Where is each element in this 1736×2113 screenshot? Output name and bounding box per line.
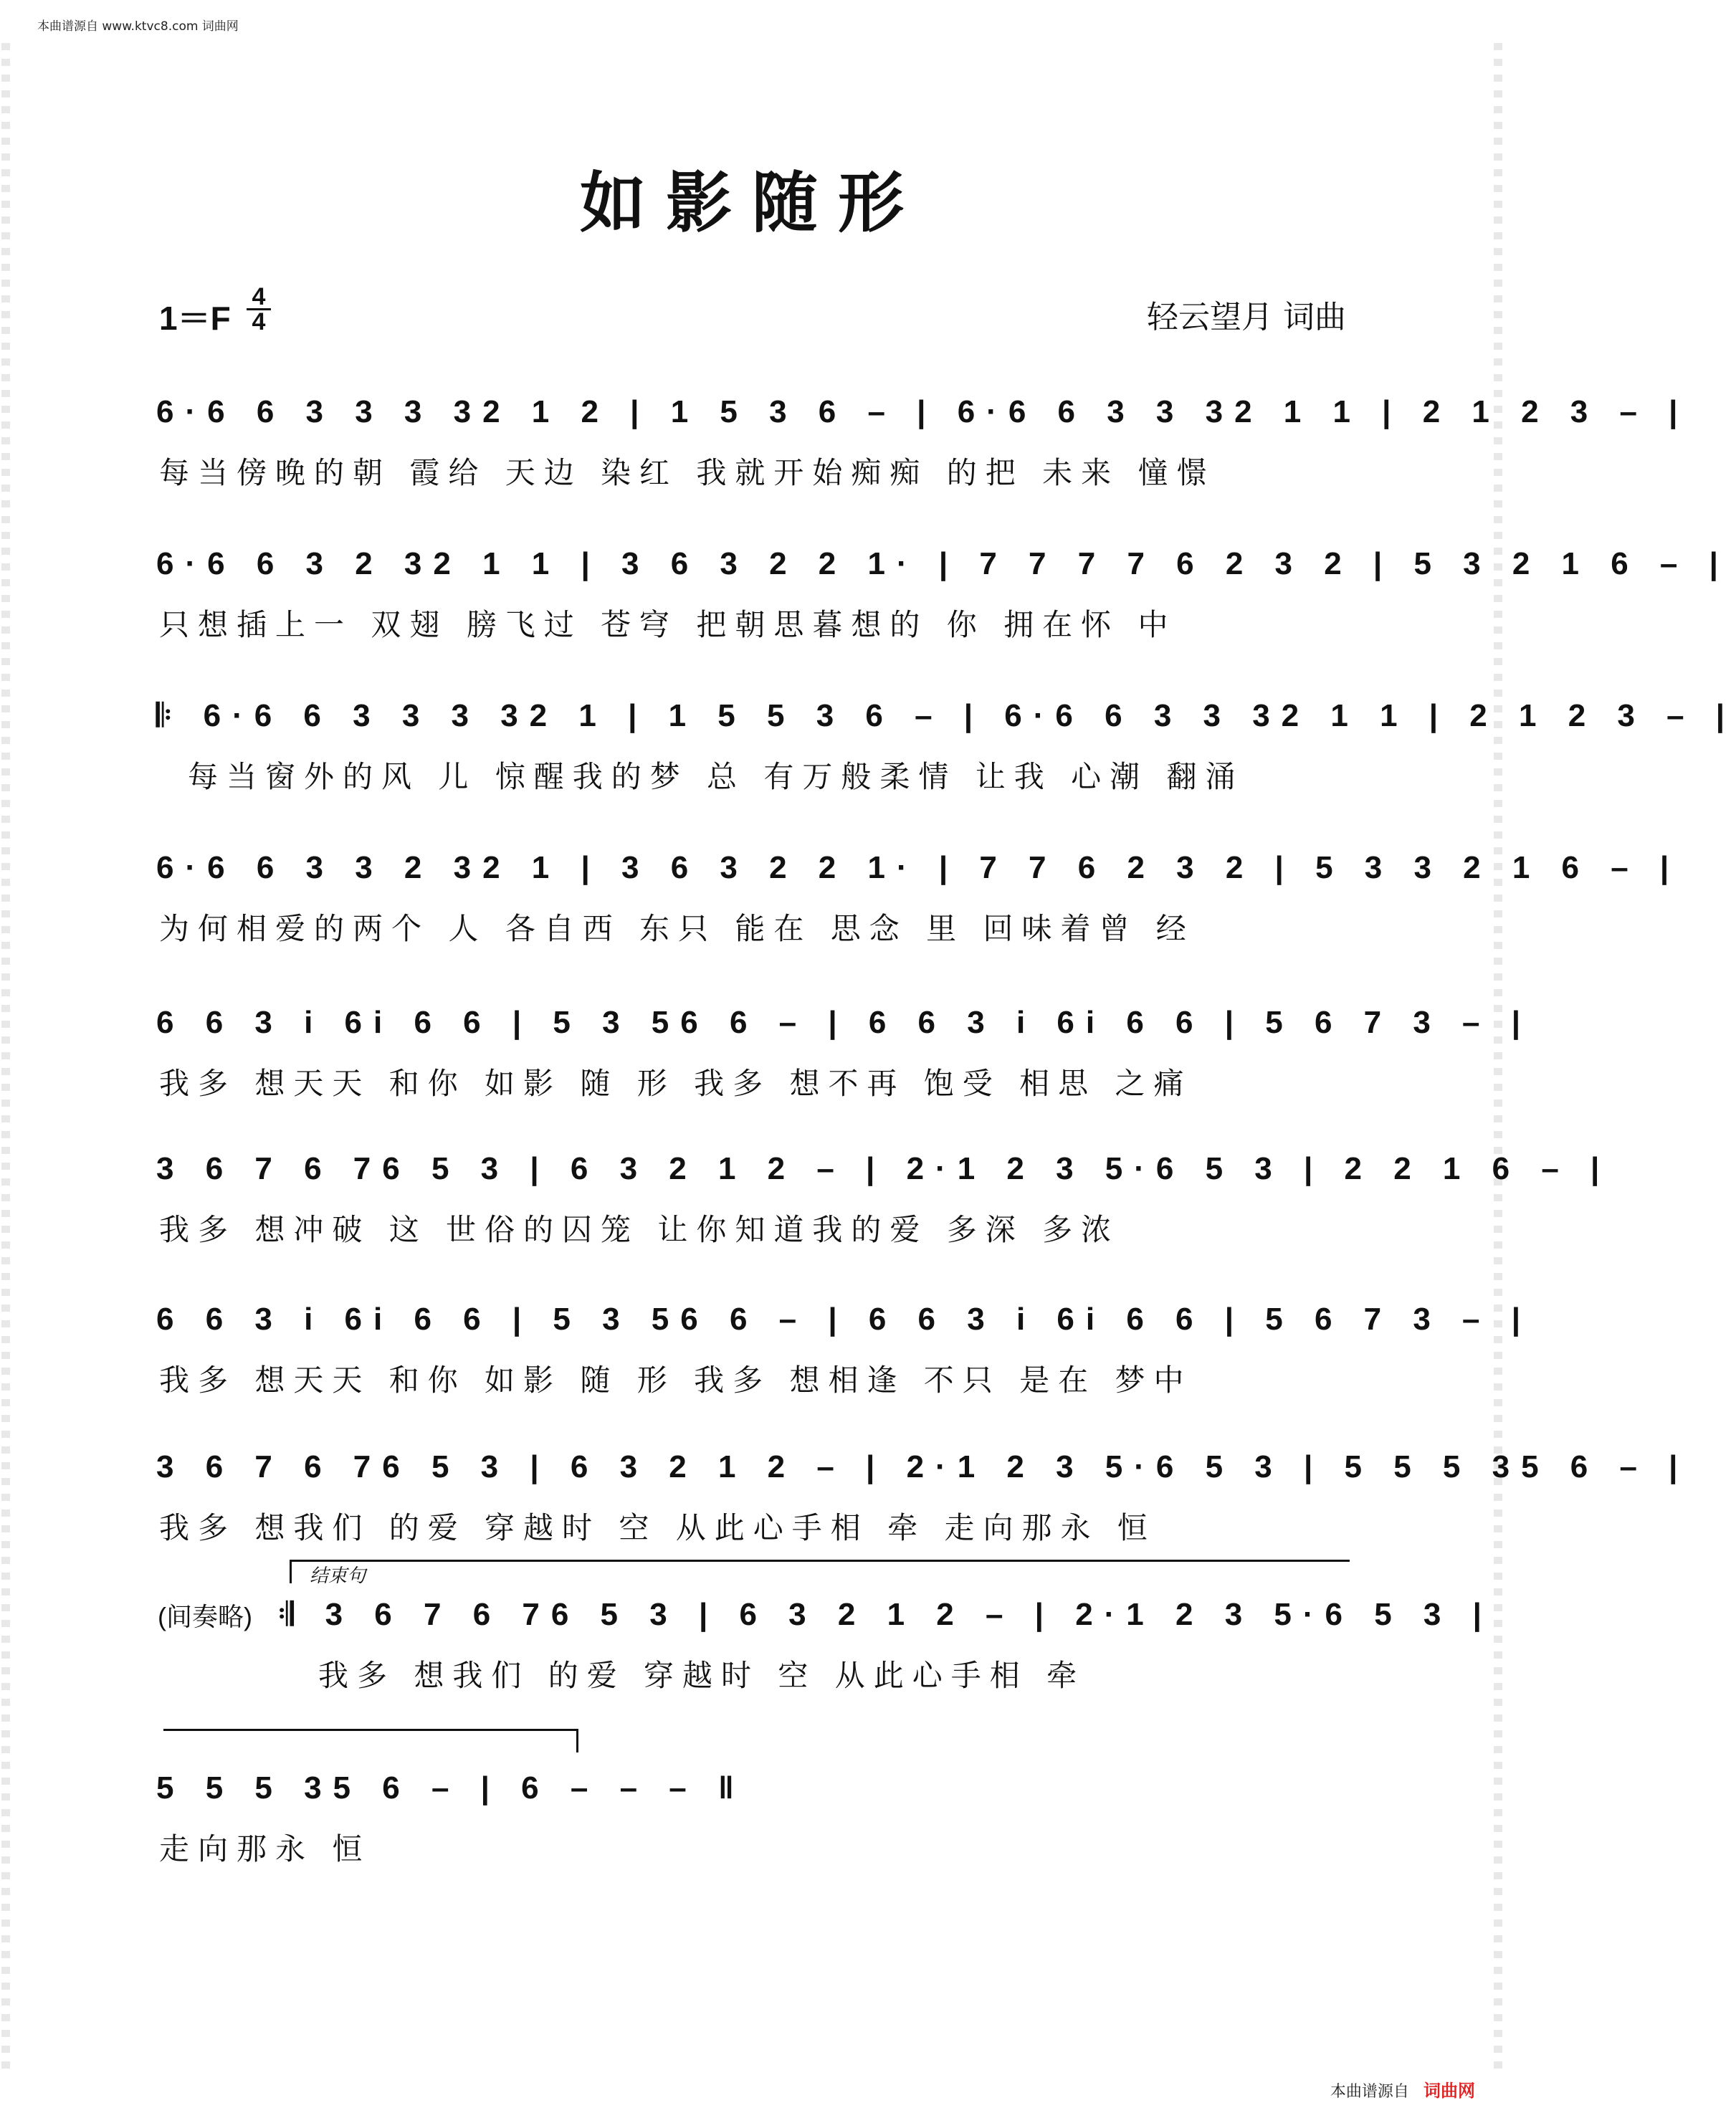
notation-line: 3 6 7 6 76 5 3 | 6 3 2 1 2 – | 2·1 2 3 5·6 5 3 | 2 2 1 6 – |	[156, 1151, 1611, 1186]
score-row-3	[0, 691, 1736, 798]
source-header: 本曲谱源自 www.ktvc8.com 词曲网	[37, 19, 239, 34]
lyric-line: 每当傍晚的朝 霞给 天边 染红 我就开始痴痴 的把 未来 憧憬	[159, 455, 1216, 490]
ending-bracket	[290, 1560, 1350, 1583]
notation-line: 6 6 3 i 6i 6 6 | 5 3 56 6 – | 6 6 3 i 6i 6 6 | 5 6 7 3 – |	[156, 1302, 1532, 1337]
notation-line: 𝄆 6·6 6 3 3 3 32 1 | 1 5 5 3 6 – | 6·6 6 3 3 32 1 1 | 2 1 2 3 – |	[156, 698, 1736, 733]
lyric-line: 我多 想天天 和你 如影 随 形 我多 想不再 饱受 相思 之痛	[159, 1066, 1193, 1101]
score-row-7	[0, 1294, 1532, 1402]
footer-site-link[interactable]: 词曲网	[1423, 2081, 1475, 2101]
score-row-5	[0, 998, 1532, 1105]
song-title: 如影随形	[579, 164, 924, 242]
lyric-line: 我多 想冲破 这 世俗的囚笼 让你知道我的爱 多深 多浓	[159, 1212, 1120, 1247]
time-numerator: 4	[247, 285, 271, 310]
lyric-line: 走向那永 恒	[159, 1831, 371, 1866]
score-row-1	[0, 387, 1689, 495]
score-row-6	[0, 1144, 1611, 1251]
score-row-10	[0, 1763, 1504, 1871]
notation-line: 6·6 6 3 2 32 1 1 | 3 6 3 2 2 1· | 7 7 7 7 6 2 3 2 | 5 3 2 1 6 – |	[156, 546, 1730, 581]
notation-line: 𝄇 3 6 7 6 76 5 3 | 6 3 2 1 2 – | 2·1 2 3 5·6 5 3 |	[278, 1597, 1493, 1632]
notation-line: 6·6 6 3 3 3 32 1 2 | 1 5 3 6 – | 6·6 6 3 3 32 1 1 | 2 1 2 3 – |	[156, 394, 1689, 429]
lyric-line: 我多 想我们 的爱 穿越时 空 从此心手相 牵 走向那永 恒	[159, 1510, 1156, 1545]
score-row-2	[0, 539, 1730, 647]
interlude-label: (间奏略)	[158, 1602, 252, 1631]
lyric-line: 每当窗外的风 儿 惊醒我的梦 总 有万般柔情 让我 心潮 翻涌	[188, 759, 1244, 794]
lyric-line: 我多 想天天 和你 如影 随 形 我多 想相逢 不只 是在 梦中	[159, 1363, 1193, 1398]
footer-source-text: 本曲谱源自	[1330, 2082, 1409, 2100]
time-signature	[247, 285, 271, 333]
notation-line: 5 5 5 35 6 – | 6 – – – ‖	[156, 1770, 745, 1806]
score-row-4	[0, 843, 1681, 950]
final-bracket	[163, 1729, 578, 1752]
lyric-line: 为何相爱的两个 人 各自西 东只 能在 思念 里 回味着曾 经	[159, 911, 1195, 946]
credit-line: 轻云望月 词曲	[1147, 299, 1346, 335]
time-denominator: 4	[252, 308, 266, 335]
lyric-line: 我多 想我们 的爱 穿越时 空 从此心手相 牵	[318, 1658, 1086, 1693]
score-row-9	[0, 1590, 1504, 1697]
notation-line: 6 6 3 i 6i 6 6 | 5 3 56 6 – | 6 6 3 i 6i 6 6 | 5 6 7 3 – |	[156, 1005, 1532, 1040]
key-signature: 1＝F	[159, 300, 231, 337]
lyric-line: 只想插上一 双翅 膀飞过 苍穹 把朝思暮想的 你 拥在怀 中	[159, 607, 1177, 642]
notation-line: 6·6 6 3 3 2 32 1 | 3 6 3 2 2 1· | 7 7 6 2 3 2 | 5 3 3 2 1 6 – |	[156, 850, 1681, 885]
ending-label: 结束句	[310, 1565, 366, 1587]
footer-source	[1330, 2076, 1475, 2102]
notation-line: 3 6 7 6 76 5 3 | 6 3 2 1 2 – | 2·1 2 3 5·6 5 3 | 5 5 5 35 6 – |	[156, 1449, 1689, 1484]
score-row-8	[0, 1442, 1689, 1550]
